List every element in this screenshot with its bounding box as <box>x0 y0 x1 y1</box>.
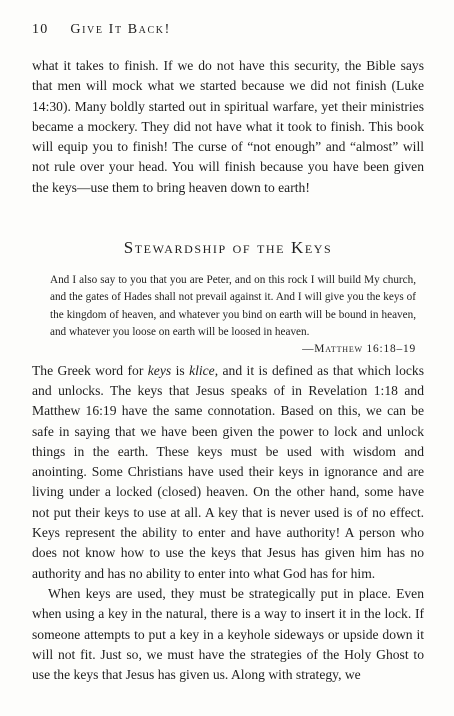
section-heading: Stewardship of the Keys <box>123 238 333 258</box>
running-title: Give It Back! <box>70 22 171 37</box>
running-head <box>32 22 424 38</box>
page-number: 10 <box>32 22 49 37</box>
scripture-quote <box>50 272 416 355</box>
paragraph-2-text-c: , and it is defined as that which locks and unlocks. The keys that Jesus speaks of in Revelation 1:18 and Matthew 16:19 have the same connotation. Based on this, we can be safe in saying that we have been given the power to lock and unlock things in the earth. These keys must be used with wisdom and anointing. Some Christians have used their keys in ignorance and are living under a locked (closed) heaven. On the other hand, some have not put their keys to use at all. A key that is never used is of no effect. Keys represent the ability to enter and have authority! A person who does not know how to use the keys that Jesus has given him has no authority and has no ability to enter into what God has for him. <box>32 362 424 581</box>
scripture-reference: —Matthew 16:18–19 <box>302 342 416 355</box>
paragraph-2-text-a: The Greek word for <box>32 362 148 378</box>
body-paragraph-1: what it takes to finish. If we do not have this security, the Bible says that men will mock what we started because we did not finish (Luke 14:30). Many boldly started out in spiritual warfare, yet their ministries became a mockery. They did not have what it took to finish. This book will equip you to finish! The curse of “not enough” and “almost” will not rule over your head. You will finish because you have been given the keys—use them to bring heaven down to earth! <box>32 58 424 195</box>
body-paragraph-3: When keys are used, they must be strategically put in place. Even when using a key in the natural, there is a way to insert it in the lock. If someone attempts to put a key in a keyhole sideways or upside down it will not fit. Just so, we must have the strategies of the Holy Ghost to use the keys that Jesus has given us. Along with strategy, we <box>32 585 424 683</box>
term-klice: klice <box>189 362 215 378</box>
term-keys: keys <box>147 362 172 378</box>
paragraph-2-text-b: is <box>171 362 190 378</box>
scripture-quote-text: And I also say to you that you are Peter, and on this rock I will build My church, and the gates of Hades shall not prevail against it. And I will give you the keys of the kingdom of heaven, and whatever you bind on earth will be bound in heaven, and whatever you loose on earth will be loosed in heaven. <box>50 274 416 339</box>
body-paragraph-2 <box>32 361 424 584</box>
